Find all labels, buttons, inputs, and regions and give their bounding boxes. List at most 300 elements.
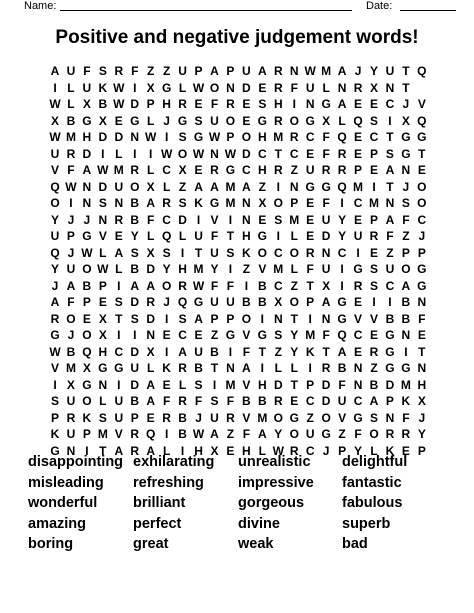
grid-letter[interactable]: T xyxy=(322,344,330,359)
grid-letter[interactable]: Z xyxy=(290,278,298,293)
grid-letter[interactable]: S xyxy=(162,245,171,260)
grid-letter[interactable]: I xyxy=(292,97,296,111)
grid-letter[interactable]: R xyxy=(273,64,283,78)
grid-letter[interactable]: N xyxy=(385,196,395,210)
grid-letter[interactable]: F xyxy=(322,146,330,161)
grid-letter[interactable]: G xyxy=(385,361,395,375)
grid-letter[interactable]: R xyxy=(162,196,171,210)
grid-letter[interactable]: Y xyxy=(50,262,59,276)
grid-letter[interactable]: E xyxy=(354,146,363,161)
grid-letter[interactable]: J xyxy=(418,229,426,243)
grid-letter[interactable]: B xyxy=(178,410,187,425)
grid-letter[interactable]: E xyxy=(369,328,378,342)
grid-letter[interactable]: A xyxy=(385,163,395,177)
grid-letter[interactable]: L xyxy=(162,179,171,194)
grid-letter[interactable]: G xyxy=(337,295,347,309)
grid-letter[interactable]: E xyxy=(114,113,123,128)
grid-letter[interactable]: J xyxy=(322,443,330,458)
grid-letter[interactable]: X xyxy=(146,179,155,194)
grid-letter[interactable]: I xyxy=(276,179,280,194)
grid-letter[interactable]: I xyxy=(340,278,344,293)
grid-letter[interactable]: A xyxy=(146,278,156,293)
grid-letter[interactable]: E xyxy=(194,163,203,177)
grid-letter[interactable]: D xyxy=(178,212,187,227)
grid-letter[interactable]: G xyxy=(385,328,395,342)
grid-letter[interactable]: U xyxy=(305,80,315,95)
grid-letter[interactable]: Y xyxy=(369,64,378,78)
grid-letter[interactable]: Q xyxy=(337,179,347,194)
grid-letter[interactable]: C xyxy=(162,212,171,227)
grid-letter[interactable]: B xyxy=(337,361,347,375)
grid-letter[interactable]: K xyxy=(305,344,315,359)
grid-letter[interactable]: U xyxy=(114,179,124,194)
grid-letter[interactable]: Q xyxy=(161,229,172,243)
grid-letter[interactable]: U xyxy=(242,64,251,78)
grid-letter[interactable]: L xyxy=(178,377,187,392)
grid-letter[interactable]: O xyxy=(289,245,299,260)
grid-letter[interactable]: J xyxy=(67,245,75,260)
grid-letter[interactable]: P xyxy=(194,64,203,78)
grid-letter[interactable]: S xyxy=(369,113,378,128)
grid-letter[interactable]: N xyxy=(146,328,156,342)
grid-letter[interactable]: N xyxy=(226,361,235,375)
grid-letter[interactable]: K xyxy=(385,443,395,458)
grid-letter[interactable]: O xyxy=(257,245,268,260)
grid-letter[interactable]: U xyxy=(210,245,219,260)
grid-letter[interactable]: I xyxy=(308,361,312,375)
grid-letter[interactable]: O xyxy=(50,196,60,210)
grid-letter[interactable]: P xyxy=(354,163,363,177)
grid-letter[interactable]: Y xyxy=(417,427,426,441)
grid-letter[interactable]: D xyxy=(321,377,331,392)
grid-letter[interactable]: G xyxy=(257,113,268,128)
grid-letter[interactable]: L xyxy=(147,163,155,177)
grid-letter[interactable]: U xyxy=(66,394,76,408)
grid-letter[interactable]: F xyxy=(226,394,235,408)
grid-letter[interactable]: P xyxy=(401,245,410,260)
grid-letter[interactable]: D xyxy=(146,311,156,326)
grid-letter[interactable]: K xyxy=(82,410,92,425)
grid-letter[interactable]: P xyxy=(306,295,315,309)
grid-letter[interactable]: O xyxy=(289,295,299,309)
grid-letter[interactable]: U xyxy=(82,80,92,95)
grid-letter[interactable]: S xyxy=(98,410,107,425)
grid-letter[interactable]: F xyxy=(83,64,91,78)
grid-letter[interactable]: P xyxy=(417,443,426,458)
grid-letter[interactable]: A xyxy=(385,212,395,227)
grid-letter[interactable]: E xyxy=(417,328,426,342)
grid-letter[interactable]: X xyxy=(210,443,219,458)
grid-letter[interactable]: A xyxy=(178,344,187,359)
grid-letter[interactable]: B xyxy=(258,394,267,408)
grid-letter[interactable]: I xyxy=(244,278,249,293)
grid-letter[interactable]: P xyxy=(338,443,347,458)
grid-letter[interactable]: C xyxy=(417,212,427,227)
grid-letter[interactable]: E xyxy=(162,328,171,342)
grid-letter[interactable]: B xyxy=(369,377,379,392)
grid-letter[interactable]: F xyxy=(147,212,155,227)
grid-letter[interactable]: V xyxy=(50,361,59,375)
grid-letter[interactable]: R xyxy=(401,427,411,441)
grid-letter[interactable]: E xyxy=(242,97,251,111)
grid-letter[interactable]: A xyxy=(114,443,124,458)
grid-letter[interactable]: R xyxy=(337,163,347,177)
grid-letter[interactable]: O xyxy=(321,410,331,425)
grid-letter[interactable]: D xyxy=(130,97,140,111)
grid-letter[interactable]: M xyxy=(97,427,108,441)
grid-letter[interactable]: F xyxy=(354,427,362,441)
grid-letter[interactable]: S xyxy=(178,130,187,144)
grid-letter[interactable]: Z xyxy=(402,229,410,243)
grid-letter[interactable]: N xyxy=(385,80,395,95)
grid-letter[interactable]: S xyxy=(369,262,378,276)
grid-letter[interactable]: X xyxy=(274,295,283,309)
grid-letter[interactable]: I xyxy=(180,443,185,458)
grid-letter[interactable]: I xyxy=(133,328,137,342)
grid-letter[interactable]: X xyxy=(146,80,155,95)
grid-letter[interactable]: F xyxy=(322,196,330,210)
grid-letter[interactable]: P xyxy=(290,196,299,210)
grid-letter[interactable]: T xyxy=(226,229,235,243)
grid-letter[interactable]: N xyxy=(305,97,315,111)
grid-letter[interactable]: H xyxy=(242,229,251,243)
grid-letter[interactable]: R xyxy=(369,229,379,243)
grid-letter[interactable]: W xyxy=(304,64,316,78)
grid-letter[interactable]: L xyxy=(178,229,187,243)
grid-letter[interactable]: L xyxy=(290,361,298,375)
grid-letter[interactable]: Q xyxy=(50,245,60,260)
grid-letter[interactable]: F xyxy=(322,130,330,144)
grid-letter[interactable]: J xyxy=(83,212,91,227)
grid-letter[interactable]: D xyxy=(385,377,395,392)
grid-letter[interactable]: A xyxy=(337,97,347,111)
grid-letter[interactable]: V xyxy=(242,410,251,425)
grid-letter[interactable]: I xyxy=(180,245,185,260)
grid-letter[interactable]: S xyxy=(258,97,267,111)
grid-letter[interactable]: L xyxy=(67,80,75,95)
grid-letter[interactable]: C xyxy=(353,196,363,210)
grid-letter[interactable]: R xyxy=(130,443,140,458)
grid-letter[interactable]: F xyxy=(131,64,139,78)
grid-letter[interactable]: D xyxy=(130,295,140,309)
grid-letter[interactable]: P xyxy=(66,229,75,243)
grid-letter[interactable]: S xyxy=(130,311,139,326)
grid-letter[interactable]: E xyxy=(306,196,315,210)
grid-letter[interactable]: A xyxy=(194,179,203,194)
grid-letter[interactable]: I xyxy=(228,212,233,227)
grid-letter[interactable]: Z xyxy=(178,179,187,194)
grid-letter[interactable]: R xyxy=(321,361,331,375)
grid-letter[interactable]: N xyxy=(242,212,251,227)
grid-letter[interactable]: A xyxy=(146,443,156,458)
grid-letter[interactable]: R xyxy=(66,410,76,425)
grid-letter[interactable]: R xyxy=(273,394,283,408)
grid-letter[interactable]: T xyxy=(418,146,426,161)
grid-letter[interactable]: W xyxy=(97,163,109,177)
grid-letter[interactable]: M xyxy=(257,410,268,425)
grid-letter[interactable]: B xyxy=(385,311,395,326)
grid-letter[interactable]: N xyxy=(353,377,363,392)
grid-letter[interactable]: M xyxy=(273,262,284,276)
grid-letter[interactable]: T xyxy=(258,344,267,359)
grid-letter[interactable]: U xyxy=(50,229,60,243)
grid-letter[interactable]: F xyxy=(306,262,314,276)
grid-letter[interactable]: R xyxy=(289,443,299,458)
grid-letter[interactable]: S xyxy=(385,146,394,161)
grid-letter[interactable]: O xyxy=(82,394,92,408)
grid-letter[interactable]: E xyxy=(306,146,315,161)
grid-letter[interactable]: T xyxy=(386,130,394,144)
grid-letter[interactable]: E xyxy=(369,245,378,260)
grid-letter[interactable]: E xyxy=(369,163,378,177)
grid-letter[interactable]: D xyxy=(98,130,108,144)
grid-letter[interactable]: I xyxy=(117,328,121,342)
grid-letter[interactable]: E xyxy=(306,229,315,243)
grid-letter[interactable]: Q xyxy=(50,179,60,194)
grid-letter[interactable]: G xyxy=(417,278,427,293)
grid-letter[interactable]: L xyxy=(115,146,123,161)
grid-letter[interactable]: O xyxy=(130,179,140,194)
grid-letter[interactable]: E xyxy=(98,295,107,309)
grid-letter[interactable]: D xyxy=(130,377,140,392)
grid-letter[interactable]: X xyxy=(50,113,59,128)
grid-letter[interactable]: G xyxy=(401,146,411,161)
grid-letter[interactable]: F xyxy=(290,80,298,95)
grid-letter[interactable]: Y xyxy=(210,262,219,276)
grid-letter[interactable]: F xyxy=(338,377,346,392)
grid-letter[interactable]: I xyxy=(340,262,344,276)
grid-letter[interactable]: F xyxy=(67,163,75,177)
grid-letter[interactable]: A xyxy=(114,245,124,260)
grid-letter[interactable]: S xyxy=(194,113,203,128)
grid-letter[interactable]: F xyxy=(210,97,219,111)
grid-letter[interactable]: G xyxy=(417,262,427,276)
grid-letter[interactable]: E xyxy=(194,97,203,111)
grid-letter[interactable]: Z xyxy=(306,410,314,425)
grid-letter[interactable]: V xyxy=(338,410,347,425)
grid-letter[interactable]: D xyxy=(321,229,331,243)
grid-letter[interactable]: A xyxy=(242,179,251,194)
grid-letter[interactable]: X xyxy=(98,328,107,342)
grid-letter[interactable]: U xyxy=(114,410,124,425)
grid-letter[interactable]: U xyxy=(130,361,140,375)
grid-letter[interactable]: E xyxy=(354,97,363,111)
grid-letter[interactable]: L xyxy=(258,443,267,458)
grid-letter[interactable]: I xyxy=(404,344,408,359)
grid-letter[interactable]: W xyxy=(224,146,237,161)
grid-letter[interactable]: U xyxy=(194,229,203,243)
grid-letter[interactable]: M xyxy=(225,179,236,194)
grid-letter[interactable]: B xyxy=(258,295,267,309)
grid-letter[interactable]: V xyxy=(417,97,426,111)
grid-letter[interactable]: F xyxy=(162,394,171,408)
grid-letter[interactable]: R xyxy=(162,410,171,425)
grid-letter[interactable]: V xyxy=(242,328,251,342)
grid-letter[interactable]: I xyxy=(69,196,73,210)
grid-letter[interactable]: G xyxy=(401,130,411,144)
grid-letter[interactable]: C xyxy=(258,146,267,161)
grid-letter[interactable]: G xyxy=(225,163,236,177)
grid-letter[interactable]: I xyxy=(164,130,169,144)
grid-letter[interactable]: N xyxy=(401,328,411,342)
grid-letter[interactable]: M xyxy=(305,328,316,342)
grid-letter[interactable]: R xyxy=(226,97,235,111)
grid-letter[interactable]: E xyxy=(258,80,267,95)
grid-letter[interactable]: C xyxy=(305,443,315,458)
grid-letter[interactable]: R xyxy=(114,64,124,78)
grid-letter[interactable]: Y xyxy=(338,212,347,227)
grid-letter[interactable]: R xyxy=(178,278,187,293)
grid-letter[interactable]: Z xyxy=(162,64,171,78)
grid-letter[interactable]: I xyxy=(308,311,312,326)
grid-letter[interactable]: Z xyxy=(290,163,298,177)
grid-letter[interactable]: X xyxy=(82,361,91,375)
grid-letter[interactable]: N xyxy=(353,361,363,375)
grid-letter[interactable]: U xyxy=(321,212,331,227)
grid-letter[interactable]: P xyxy=(369,146,378,161)
grid-letter[interactable]: B xyxy=(130,196,140,210)
grid-letter[interactable]: O xyxy=(209,80,220,95)
grid-letter[interactable]: I xyxy=(228,344,233,359)
grid-letter[interactable]: O xyxy=(273,196,283,210)
grid-letter[interactable]: G xyxy=(321,179,331,194)
grid-letter[interactable]: O xyxy=(417,196,427,210)
grid-letter[interactable]: U xyxy=(385,64,395,78)
grid-letter[interactable]: D xyxy=(98,179,108,194)
grid-letter[interactable]: H xyxy=(273,97,283,111)
grid-letter[interactable]: X xyxy=(146,245,155,260)
grid-letter[interactable]: J xyxy=(163,295,170,309)
grid-letter[interactable]: C xyxy=(273,245,283,260)
grid-letter[interactable]: O xyxy=(417,179,427,194)
grid-letter[interactable]: R xyxy=(305,245,315,260)
grid-letter[interactable]: C xyxy=(114,344,124,359)
grid-letter[interactable]: S xyxy=(98,196,107,210)
grid-letter[interactable]: I xyxy=(260,361,265,375)
grid-letter[interactable]: Q xyxy=(337,130,347,144)
grid-letter[interactable]: Y xyxy=(50,212,59,227)
grid-letter[interactable]: G xyxy=(321,427,331,441)
grid-letter[interactable]: W xyxy=(113,80,125,95)
grid-letter[interactable]: T xyxy=(194,245,203,260)
grid-letter[interactable]: H xyxy=(194,443,203,458)
grid-letter[interactable]: Y xyxy=(338,229,347,243)
grid-letter[interactable]: O xyxy=(289,113,299,128)
grid-letter[interactable]: R xyxy=(130,427,140,441)
grid-letter[interactable]: P xyxy=(226,311,235,326)
grid-letter[interactable]: H xyxy=(242,443,251,458)
grid-letter[interactable]: L xyxy=(370,443,378,458)
grid-letter[interactable]: E xyxy=(306,212,315,227)
grid-letter[interactable]: I xyxy=(388,295,392,309)
grid-letter[interactable]: E xyxy=(114,229,123,243)
grid-letter[interactable]: B xyxy=(98,97,108,111)
grid-letter[interactable]: F xyxy=(322,328,330,342)
grid-letter[interactable]: N xyxy=(417,361,427,375)
grid-letter[interactable]: X xyxy=(66,377,75,392)
grid-letter[interactable]: R xyxy=(321,163,331,177)
grid-letter[interactable]: P xyxy=(50,410,59,425)
grid-letter[interactable]: N xyxy=(82,179,92,194)
grid-letter[interactable]: N xyxy=(289,179,299,194)
grid-letter[interactable]: U xyxy=(194,344,203,359)
grid-letter[interactable]: A xyxy=(210,179,219,194)
grid-letter[interactable]: I xyxy=(260,311,265,326)
grid-letter[interactable]: G xyxy=(401,361,411,375)
grid-letter[interactable]: X xyxy=(322,278,331,293)
grid-letter[interactable]: T xyxy=(274,146,282,161)
grid-letter[interactable]: I xyxy=(85,443,89,458)
grid-letter[interactable]: M xyxy=(225,377,236,392)
grid-letter[interactable]: E xyxy=(82,311,91,326)
grid-letter[interactable]: C xyxy=(385,97,395,111)
grid-letter[interactable]: G xyxy=(305,179,315,194)
grid-letter[interactable]: L xyxy=(115,262,123,276)
grid-letter[interactable]: U xyxy=(50,146,60,161)
grid-letter[interactable]: I xyxy=(53,377,57,392)
grid-letter[interactable]: O xyxy=(82,262,92,276)
grid-letter[interactable]: N xyxy=(401,163,411,177)
grid-letter[interactable]: G xyxy=(50,443,60,458)
grid-letter[interactable]: Y xyxy=(290,328,299,342)
grid-letter[interactable]: U xyxy=(210,295,219,309)
grid-letter[interactable]: K xyxy=(401,394,411,408)
grid-letter[interactable]: M xyxy=(353,179,364,194)
grid-letter[interactable]: Q xyxy=(177,295,188,309)
grid-letter[interactable]: B xyxy=(210,344,219,359)
grid-letter[interactable]: F xyxy=(210,229,219,243)
grid-letter[interactable]: L xyxy=(99,245,107,260)
grid-letter[interactable]: I xyxy=(388,113,392,128)
grid-letter[interactable]: Q xyxy=(417,64,427,78)
grid-letter[interactable]: B xyxy=(66,344,76,359)
grid-letter[interactable]: T xyxy=(306,278,314,293)
grid-letter[interactable]: H xyxy=(162,97,171,111)
grid-letter[interactable]: U xyxy=(66,427,76,441)
grid-letter[interactable]: Z xyxy=(242,262,251,276)
grid-letter[interactable]: W xyxy=(113,97,125,111)
grid-letter[interactable]: Q xyxy=(417,113,427,128)
grid-letter[interactable]: R xyxy=(353,80,363,95)
grid-letter[interactable]: I xyxy=(53,80,57,95)
grid-letter[interactable]: P xyxy=(130,410,139,425)
grid-letter[interactable]: N xyxy=(417,295,427,309)
grid-letter[interactable]: F xyxy=(242,427,251,441)
grid-letter[interactable]: P xyxy=(417,245,426,260)
grid-letter[interactable]: M xyxy=(321,64,332,78)
grid-letter[interactable]: E xyxy=(401,443,410,458)
grid-letter[interactable]: F xyxy=(418,311,426,326)
grid-letter[interactable]: A xyxy=(210,427,219,441)
grid-letter[interactable]: G xyxy=(193,295,204,309)
grid-letter[interactable]: J xyxy=(67,328,75,342)
grid-letter[interactable]: K xyxy=(162,361,171,375)
grid-letter[interactable]: W xyxy=(208,130,221,144)
grid-letter[interactable]: E xyxy=(417,163,426,177)
grid-letter[interactable]: W xyxy=(192,146,205,161)
grid-letter[interactable]: S xyxy=(210,394,219,408)
grid-letter[interactable]: A xyxy=(210,64,219,78)
grid-letter[interactable]: P xyxy=(385,394,394,408)
grid-letter[interactable]: H xyxy=(258,163,267,177)
grid-letter[interactable]: G xyxy=(161,80,172,95)
grid-letter[interactable]: Z xyxy=(338,427,346,441)
grid-letter[interactable]: I xyxy=(133,146,137,161)
grid-letter[interactable]: P xyxy=(306,377,315,392)
grid-letter[interactable]: X xyxy=(258,196,267,210)
grid-letter[interactable]: L xyxy=(338,113,346,128)
grid-letter[interactable]: N xyxy=(321,311,331,326)
